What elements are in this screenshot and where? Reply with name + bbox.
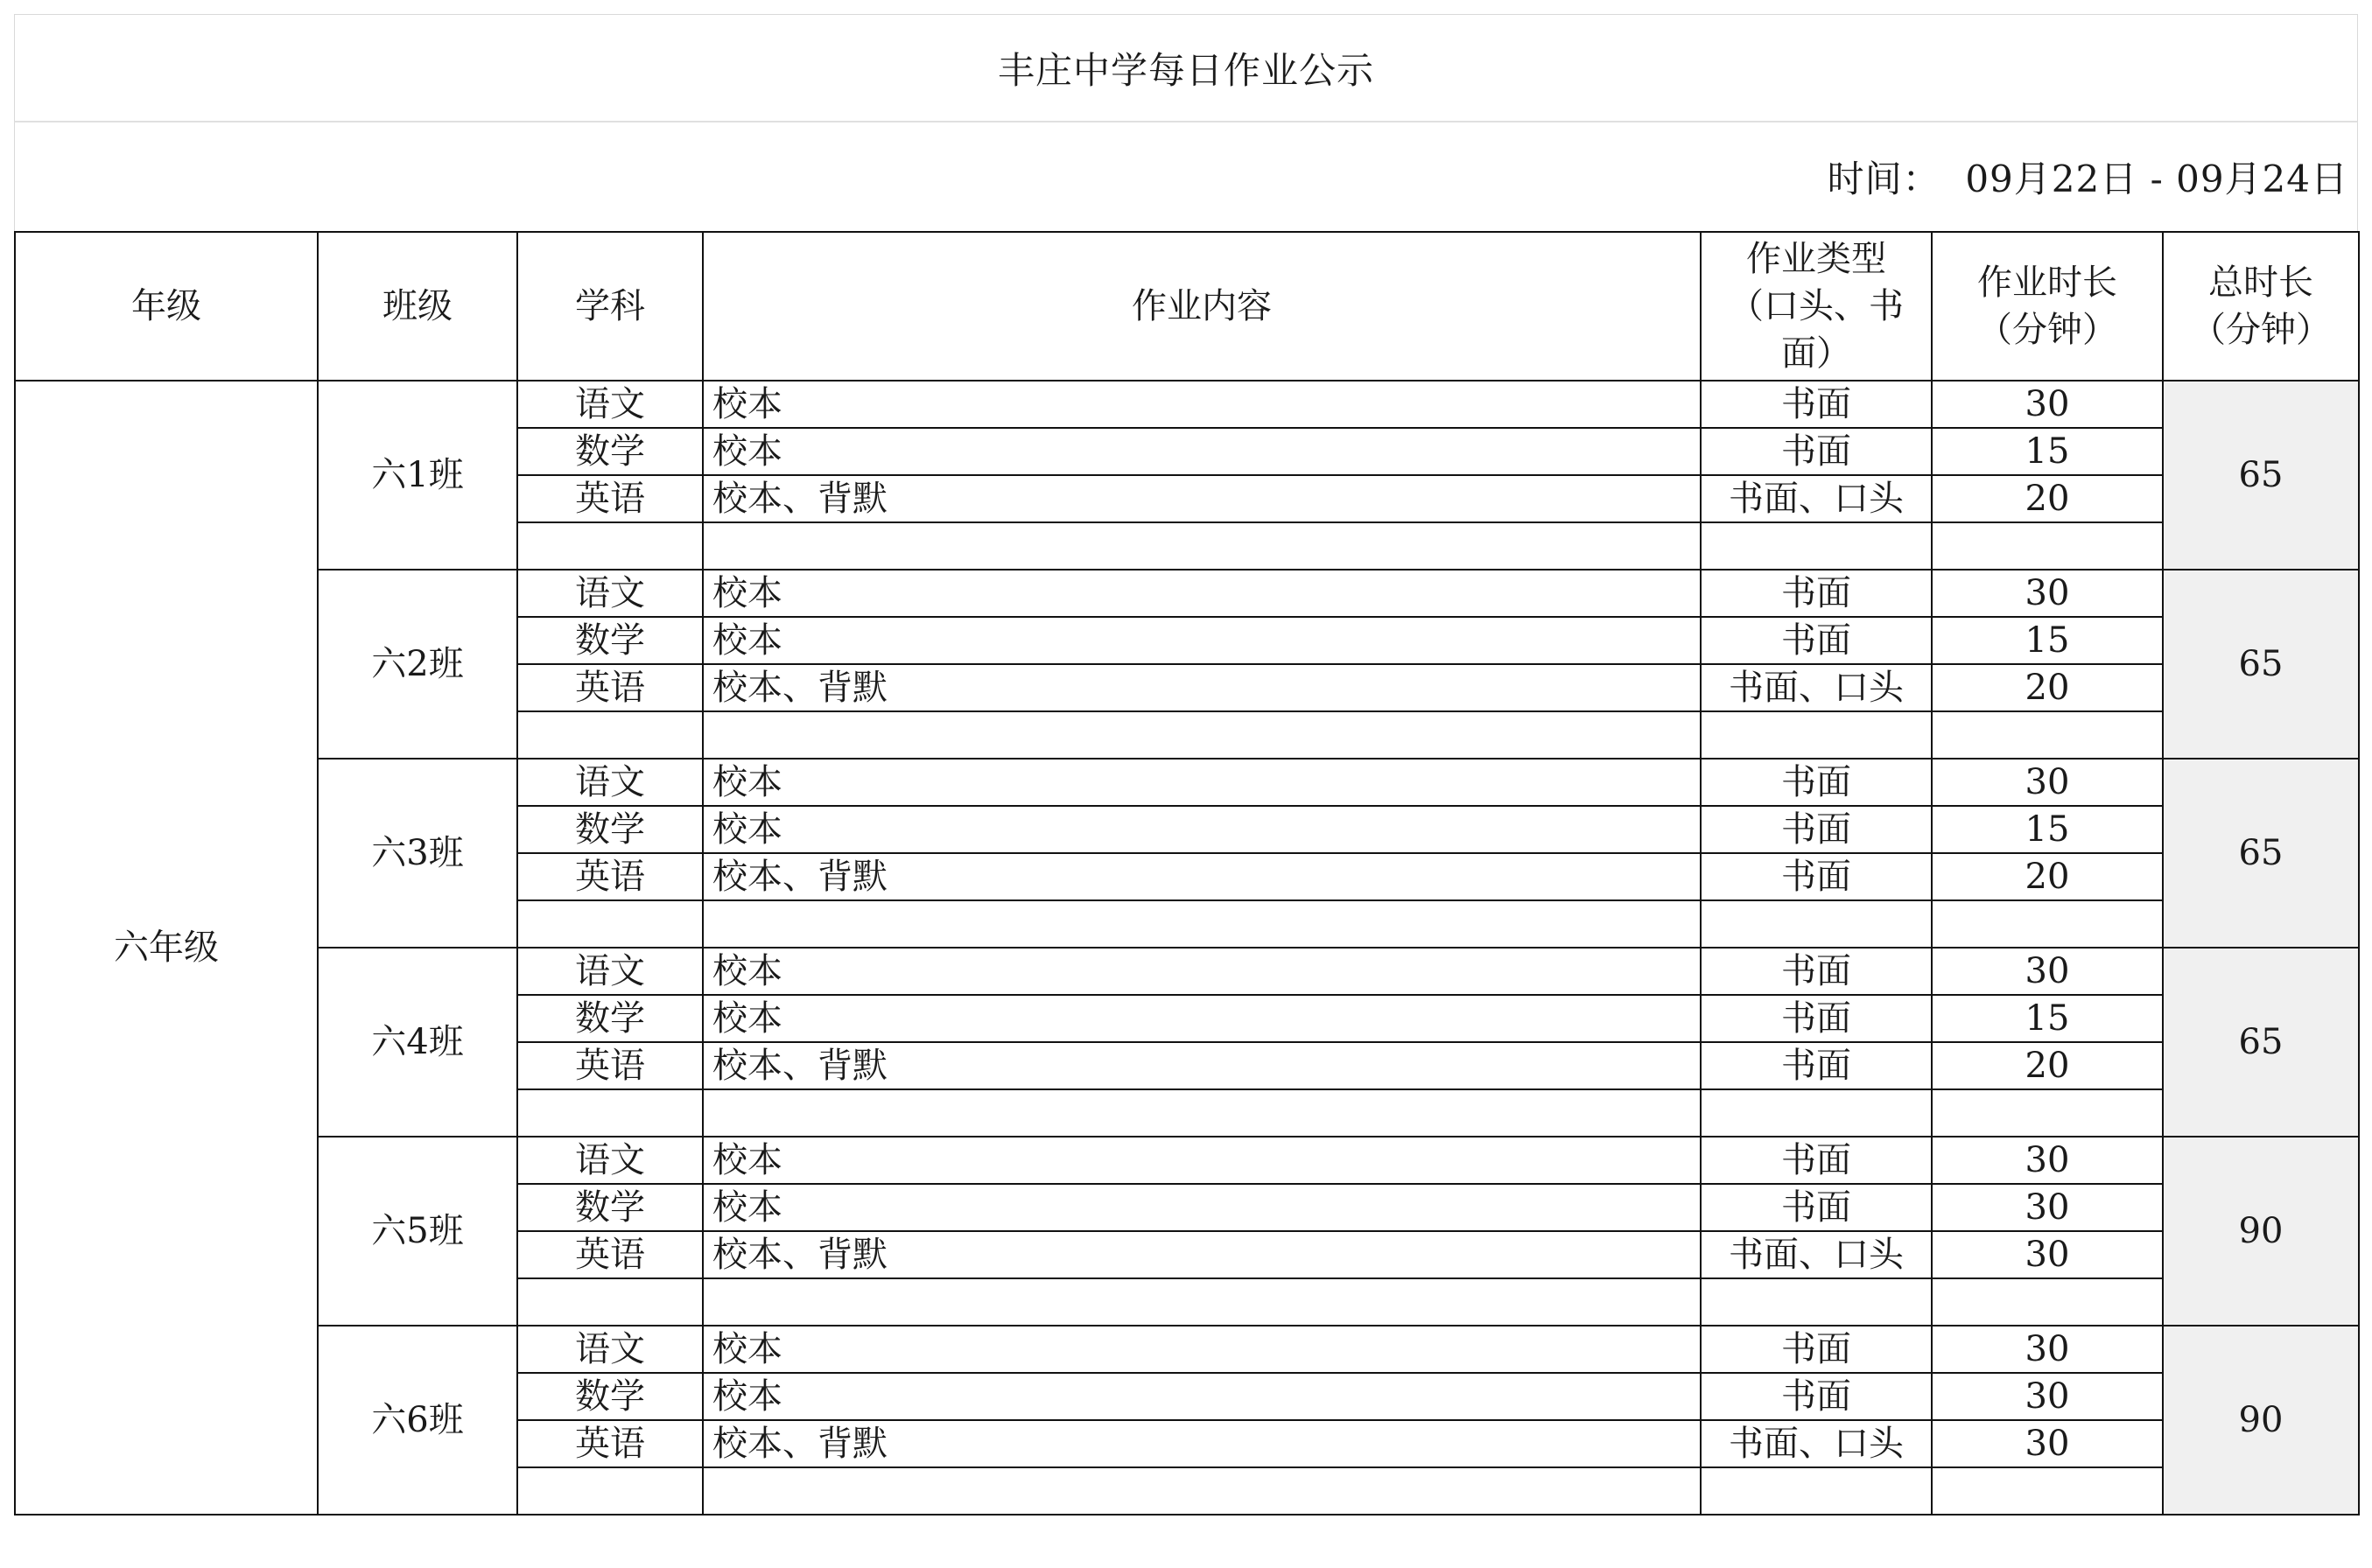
content-cell: 校本: [703, 1373, 1701, 1420]
type-cell: 书面: [1701, 806, 1932, 853]
type-cell: 书面: [1701, 617, 1932, 664]
content-cell: 校本、背默: [703, 1420, 1701, 1467]
homework-table: [14, 231, 2360, 1516]
type-cell: [1701, 1089, 1932, 1137]
subject-cell: [517, 900, 703, 948]
content-cell: 校本: [703, 381, 1701, 428]
grade-cell: 六年级: [15, 381, 318, 1515]
header-duration: 作业时长（分钟）: [1932, 232, 2163, 381]
duration-cell: 30: [1932, 1231, 2163, 1278]
duration-cell: 30: [1932, 1184, 2163, 1231]
table-row: [15, 570, 2359, 617]
subject-cell: 语文: [517, 381, 703, 428]
content-cell: 校本: [703, 617, 1701, 664]
type-cell: 书面、口头: [1701, 1231, 1932, 1278]
duration-cell: 20: [1932, 1042, 2163, 1089]
header-content: 作业内容: [703, 232, 1701, 381]
duration-cell: 30: [1932, 1420, 2163, 1467]
total-cell: 65: [2163, 948, 2359, 1137]
duration-cell: 30: [1932, 1137, 2163, 1184]
duration-cell: 15: [1932, 428, 2163, 475]
type-cell: [1701, 711, 1932, 759]
class-cell: 六1班: [318, 381, 517, 570]
content-cell: 校本: [703, 1326, 1701, 1373]
subject-cell: 语文: [517, 570, 703, 617]
duration-cell: 20: [1932, 664, 2163, 711]
content-cell: 校本: [703, 806, 1701, 853]
duration-cell: 15: [1932, 995, 2163, 1042]
table-body: [15, 381, 2359, 1515]
class-cell: 六5班: [318, 1137, 517, 1326]
type-cell: 书面、口头: [1701, 1420, 1932, 1467]
type-cell: [1701, 1278, 1932, 1326]
content-cell: 校本、背默: [703, 1231, 1701, 1278]
title-text: 丰庄中学每日作业公示: [997, 48, 1374, 92]
subject-cell: 语文: [517, 1326, 703, 1373]
content-cell: 校本: [703, 759, 1701, 806]
type-cell: 书面: [1701, 1373, 1932, 1420]
subject-cell: [517, 711, 703, 759]
total-cell: 90: [2163, 1326, 2359, 1515]
duration-cell: 30: [1932, 381, 2163, 428]
type-cell: 书面: [1701, 1184, 1932, 1231]
header-subject: 学科: [517, 232, 703, 381]
type-cell: 书面: [1701, 853, 1932, 900]
duration-cell: [1932, 900, 2163, 948]
subject-cell: 英语: [517, 475, 703, 522]
subject-cell: 数学: [517, 428, 703, 475]
type-cell: 书面: [1701, 381, 1932, 428]
duration-cell: 15: [1932, 806, 2163, 853]
type-cell: [1701, 1467, 1932, 1515]
total-cell: 90: [2163, 1137, 2359, 1326]
type-cell: 书面: [1701, 759, 1932, 806]
duration-cell: [1932, 522, 2163, 570]
content-cell: 校本: [703, 570, 1701, 617]
content-cell: 校本: [703, 1137, 1701, 1184]
header-total: 总时长（分钟）: [2163, 232, 2359, 381]
subject-cell: [517, 522, 703, 570]
subject-cell: 英语: [517, 853, 703, 900]
content-cell: [703, 711, 1701, 759]
type-cell: 书面、口头: [1701, 475, 1932, 522]
subject-cell: 数学: [517, 617, 703, 664]
table-row: [15, 948, 2359, 995]
content-cell: 校本: [703, 995, 1701, 1042]
subject-cell: 英语: [517, 1042, 703, 1089]
total-cell: 65: [2163, 570, 2359, 759]
total-cell: 65: [2163, 759, 2359, 948]
type-cell: 书面: [1701, 1042, 1932, 1089]
subject-cell: 语文: [517, 1137, 703, 1184]
duration-cell: 30: [1932, 759, 2163, 806]
content-cell: [703, 900, 1701, 948]
duration-cell: [1932, 1467, 2163, 1515]
subject-cell: 语文: [517, 948, 703, 995]
class-cell: 六6班: [318, 1326, 517, 1515]
table-row: [15, 381, 2359, 428]
header-grade: 年级: [15, 232, 318, 381]
type-cell: 书面: [1701, 1326, 1932, 1373]
content-cell: 校本、背默: [703, 853, 1701, 900]
duration-cell: [1932, 711, 2163, 759]
table-row: [15, 759, 2359, 806]
content-cell: [703, 1467, 1701, 1515]
type-cell: 书面: [1701, 570, 1932, 617]
header-type: 作业类型（口头、书面）: [1701, 232, 1932, 381]
class-cell: 六3班: [318, 759, 517, 948]
duration-cell: 20: [1932, 853, 2163, 900]
subject-cell: [517, 1278, 703, 1326]
table-row: [15, 1137, 2359, 1184]
header-row: [15, 232, 2359, 381]
total-cell: 65: [2163, 381, 2359, 570]
subject-cell: 语文: [517, 759, 703, 806]
subject-cell: 数学: [517, 995, 703, 1042]
type-cell: 书面: [1701, 995, 1932, 1042]
type-cell: 书面: [1701, 948, 1932, 995]
page-title: [14, 14, 2358, 122]
class-cell: 六4班: [318, 948, 517, 1137]
class-cell: 六2班: [318, 570, 517, 759]
duration-cell: [1932, 1278, 2163, 1326]
duration-cell: 30: [1932, 948, 2163, 995]
duration-cell: 30: [1932, 570, 2163, 617]
subject-cell: 英语: [517, 664, 703, 711]
content-cell: [703, 1278, 1701, 1326]
content-cell: 校本、背默: [703, 664, 1701, 711]
table-row: [15, 1326, 2359, 1373]
duration-cell: [1932, 1089, 2163, 1137]
content-cell: [703, 1089, 1701, 1137]
type-cell: [1701, 522, 1932, 570]
subject-cell: 数学: [517, 1373, 703, 1420]
date-range-text: 时间： 09月22日 - 09月24日: [1827, 158, 2348, 200]
duration-cell: 15: [1932, 617, 2163, 664]
duration-cell: 20: [1932, 475, 2163, 522]
content-cell: 校本、背默: [703, 1042, 1701, 1089]
header-class: 班级: [318, 232, 517, 381]
date-range: [14, 122, 2358, 231]
type-cell: [1701, 900, 1932, 948]
subject-cell: 数学: [517, 1184, 703, 1231]
type-cell: 书面: [1701, 428, 1932, 475]
subject-cell: [517, 1467, 703, 1515]
subject-cell: 英语: [517, 1231, 703, 1278]
content-cell: 校本、背默: [703, 475, 1701, 522]
subject-cell: 英语: [517, 1420, 703, 1467]
content-cell: 校本: [703, 428, 1701, 475]
content-cell: [703, 522, 1701, 570]
subject-cell: [517, 1089, 703, 1137]
duration-cell: 30: [1932, 1326, 2163, 1373]
subject-cell: 数学: [517, 806, 703, 853]
type-cell: 书面、口头: [1701, 664, 1932, 711]
content-cell: 校本: [703, 1184, 1701, 1231]
content-cell: 校本: [703, 948, 1701, 995]
duration-cell: 30: [1932, 1373, 2163, 1420]
type-cell: 书面: [1701, 1137, 1932, 1184]
